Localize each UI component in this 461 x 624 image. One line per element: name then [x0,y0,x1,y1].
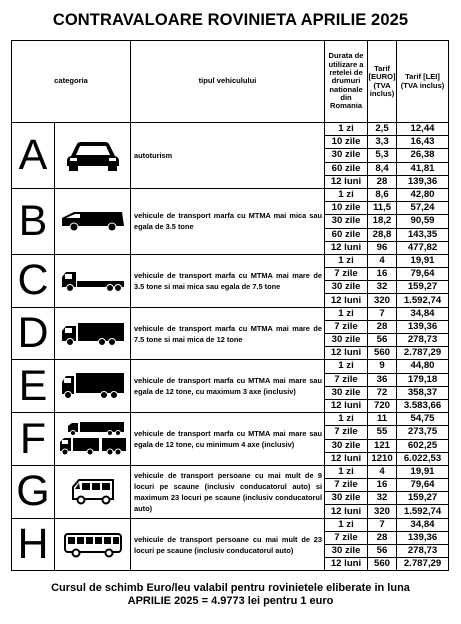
tarif-lei-cell: 79,64 [397,479,449,492]
category-letter: E [12,360,55,413]
duration-cell: 10 zile [325,136,368,149]
tarif-euro-cell: 560 [368,558,397,571]
tarif-euro-cell: 28,8 [368,228,397,241]
footer-line-1: Cursul de schimb Euro/leu valabil pentru rovinietele eliberate in luna [51,582,410,594]
truck-trailer-icon [55,413,131,466]
header-tarif-euro: Tarif [EURO] (TVA inclus) [368,41,397,123]
tarif-euro-cell: 5,3 [368,149,397,162]
tarif-euro-cell: 56 [368,334,397,347]
vehicle-description: vehicule de transport marfa cu MTMA mai mica sau egala de 3.5 tone [131,188,325,254]
tarif-euro-cell: 96 [368,241,397,254]
header-row [12,41,449,123]
tarif-lei-cell: 79,64 [397,268,449,281]
duration-cell: 30 zile [325,492,368,505]
tarif-euro-cell: 1210 [368,452,397,465]
tarif-euro-cell: 16 [368,268,397,281]
vehicle-description: vehicule de transport marfa cu MTMA mai mare de 7.5 tone si mai mica de 12 tone [131,307,325,360]
duration-cell: 1 zi [325,360,368,373]
duration-cell: 1 zi [325,123,368,136]
duration-cell: 1 zi [325,254,368,267]
tarif-lei-cell: 602,25 [397,439,449,452]
duration-cell: 12 luni [325,294,368,307]
duration-cell: 7 zile [325,479,368,492]
duration-cell: 30 zile [325,281,368,294]
tarif-lei-cell: 57,24 [397,202,449,215]
tariff-row [12,360,449,373]
duration-cell: 30 zile [325,386,368,399]
duration-cell: 7 zile [325,531,368,544]
tarif-euro-cell: 720 [368,399,397,412]
category-letter: H [12,518,55,571]
duration-cell: 12 luni [325,558,368,571]
duration-cell: 60 zile [325,162,368,175]
duration-cell: 12 luni [325,241,368,254]
tarif-euro-cell: 28 [368,175,397,188]
category-letter: F [12,413,55,466]
tarif-euro-cell: 8,6 [368,188,397,201]
header-tarif-lei: Tarif [LEI] (TVA inclus) [397,41,449,123]
tariff-row [12,188,449,201]
tarif-lei-cell: 3.583,66 [397,399,449,412]
tarif-lei-cell: 19,91 [397,465,449,478]
tarif-euro-cell: 320 [368,505,397,518]
duration-cell: 7 zile [325,373,368,386]
tariff-row [12,413,449,426]
duration-cell: 7 zile [325,268,368,281]
tarif-euro-cell: 32 [368,492,397,505]
duration-cell: 12 luni [325,505,368,518]
tarif-euro-cell: 7 [368,518,397,531]
van-icon [55,188,131,254]
tarif-euro-cell: 18,2 [368,215,397,228]
tarif-lei-cell: 278,73 [397,334,449,347]
duration-cell: 7 zile [325,320,368,333]
tarif-lei-cell: 179,18 [397,373,449,386]
tarif-euro-cell: 2,5 [368,123,397,136]
tarif-euro-cell: 8,4 [368,162,397,175]
tarif-euro-cell: 36 [368,373,397,386]
tarif-euro-cell: 72 [368,386,397,399]
tarif-lei-cell: 1.592,74 [397,505,449,518]
tarif-lei-cell: 54,75 [397,413,449,426]
tarif-lei-cell: 139,36 [397,175,449,188]
vehicle-description: autoturism [131,123,325,189]
medium-truck-icon [55,307,131,360]
tarif-lei-cell: 278,73 [397,545,449,558]
duration-cell: 30 zile [325,545,368,558]
tarif-lei-cell: 19,91 [397,254,449,267]
tarif-lei-cell: 44,80 [397,360,449,373]
footer-line-2: APRILIE 2025 = 4.9773 lei pentru 1 euro [127,595,334,607]
tariff-row [12,518,449,531]
duration-cell: 10 zile [325,202,368,215]
car-icon [55,123,131,189]
tariff-row [12,307,449,320]
tarif-lei-cell: 16,43 [397,136,449,149]
tarif-euro-cell: 28 [368,531,397,544]
tarif-lei-cell: 143,35 [397,228,449,241]
tarif-lei-cell: 2.787,29 [397,347,449,360]
tariff-row [12,465,449,478]
tarif-euro-cell: 11 [368,413,397,426]
tarif-euro-cell: 9 [368,360,397,373]
category-letter: D [12,307,55,360]
tarif-euro-cell: 121 [368,439,397,452]
duration-cell: 30 zile [325,439,368,452]
duration-cell: 12 luni [325,347,368,360]
tarif-lei-cell: 358,37 [397,386,449,399]
exchange-rate-note [0,582,461,608]
vehicle-description: vehicule de transport marfa cu MTMA mai mare de 3.5 tone si mai mica sau egala de 7.5 tone [131,254,325,307]
tarif-euro-cell: 4 [368,465,397,478]
vehicle-description: vehicule de transport persoane cu mai mult de 9 locuri pe scaune (inclusiv conducatorul auto) si maximum 23 locuri pe scaune (inclusiv conducatorul auto) [131,465,325,518]
duration-cell: 7 zile [325,426,368,439]
tarif-euro-cell: 7 [368,307,397,320]
tarif-euro-cell: 55 [368,426,397,439]
tariff-row [12,254,449,267]
tarif-lei-cell: 42,80 [397,188,449,201]
tarif-euro-cell: 4 [368,254,397,267]
header-tipul: tipul vehiculului [131,41,325,123]
light-truck-icon [55,254,131,307]
duration-cell: 30 zile [325,215,368,228]
duration-cell: 1 zi [325,413,368,426]
duration-cell: 12 luni [325,452,368,465]
tarif-lei-cell: 273,75 [397,426,449,439]
duration-cell: 1 zi [325,307,368,320]
vehicle-description: vehicule de transport marfa cu MTMA mai mare sau egala de 12 tone, cu minimum 4 axe (inclusiv) [131,413,325,466]
tarif-lei-cell: 159,27 [397,492,449,505]
duration-cell: 12 luni [325,175,368,188]
tarif-euro-cell: 560 [368,347,397,360]
duration-cell: 1 zi [325,518,368,531]
tarif-euro-cell: 16 [368,479,397,492]
tarif-lei-cell: 34,84 [397,518,449,531]
tarif-euro-cell: 3,3 [368,136,397,149]
category-letter: B [12,188,55,254]
tarif-lei-cell: 139,36 [397,531,449,544]
tarif-euro-cell: 11,5 [368,202,397,215]
duration-cell: 12 luni [325,399,368,412]
tarif-lei-cell: 6.022,53 [397,452,449,465]
heavy-truck-icon [55,360,131,413]
tarif-lei-cell: 12,44 [397,123,449,136]
header-categoria: categoria [12,41,131,123]
tarif-lei-cell: 26,38 [397,149,449,162]
tarif-lei-cell: 34,84 [397,307,449,320]
tariff-row [12,123,449,136]
tarif-euro-cell: 56 [368,545,397,558]
bus-icon [55,518,131,571]
tarif-euro-cell: 32 [368,281,397,294]
duration-cell: 60 zile [325,228,368,241]
tarif-euro-cell: 320 [368,294,397,307]
vehicle-description: vehicule de transport marfa cu MTMA mai mare sau egala de 12 tone, cu maximum 3 axe (inclusiv) [131,360,325,413]
category-letter: A [12,123,55,189]
tarif-lei-cell: 41,81 [397,162,449,175]
minibus-icon [55,465,131,518]
duration-cell: 30 zile [325,149,368,162]
category-letter: C [12,254,55,307]
duration-cell: 30 zile [325,334,368,347]
header-durata: Durata de utilizare a retelei de drumuri nationale din Romania [325,41,368,123]
duration-cell: 1 zi [325,188,368,201]
tarif-lei-cell: 477,82 [397,241,449,254]
duration-cell: 1 zi [325,465,368,478]
page-title: CONTRAVALOARE ROVINIETA APRILIE 2025 [52,11,409,29]
category-letter: G [12,465,55,518]
tarif-lei-cell: 139,36 [397,320,449,333]
tarif-lei-cell: 1.592,74 [397,294,449,307]
vehicle-description: vehicule de transport persoane cu mai mult de 23 locuri pe scaune (inclusiv conducatorul auto) [131,518,325,571]
tarif-lei-cell: 159,27 [397,281,449,294]
tarif-lei-cell: 90,59 [397,215,449,228]
tarif-lei-cell: 2.787,29 [397,558,449,571]
tarif-euro-cell: 28 [368,320,397,333]
toll-table [11,40,449,571]
